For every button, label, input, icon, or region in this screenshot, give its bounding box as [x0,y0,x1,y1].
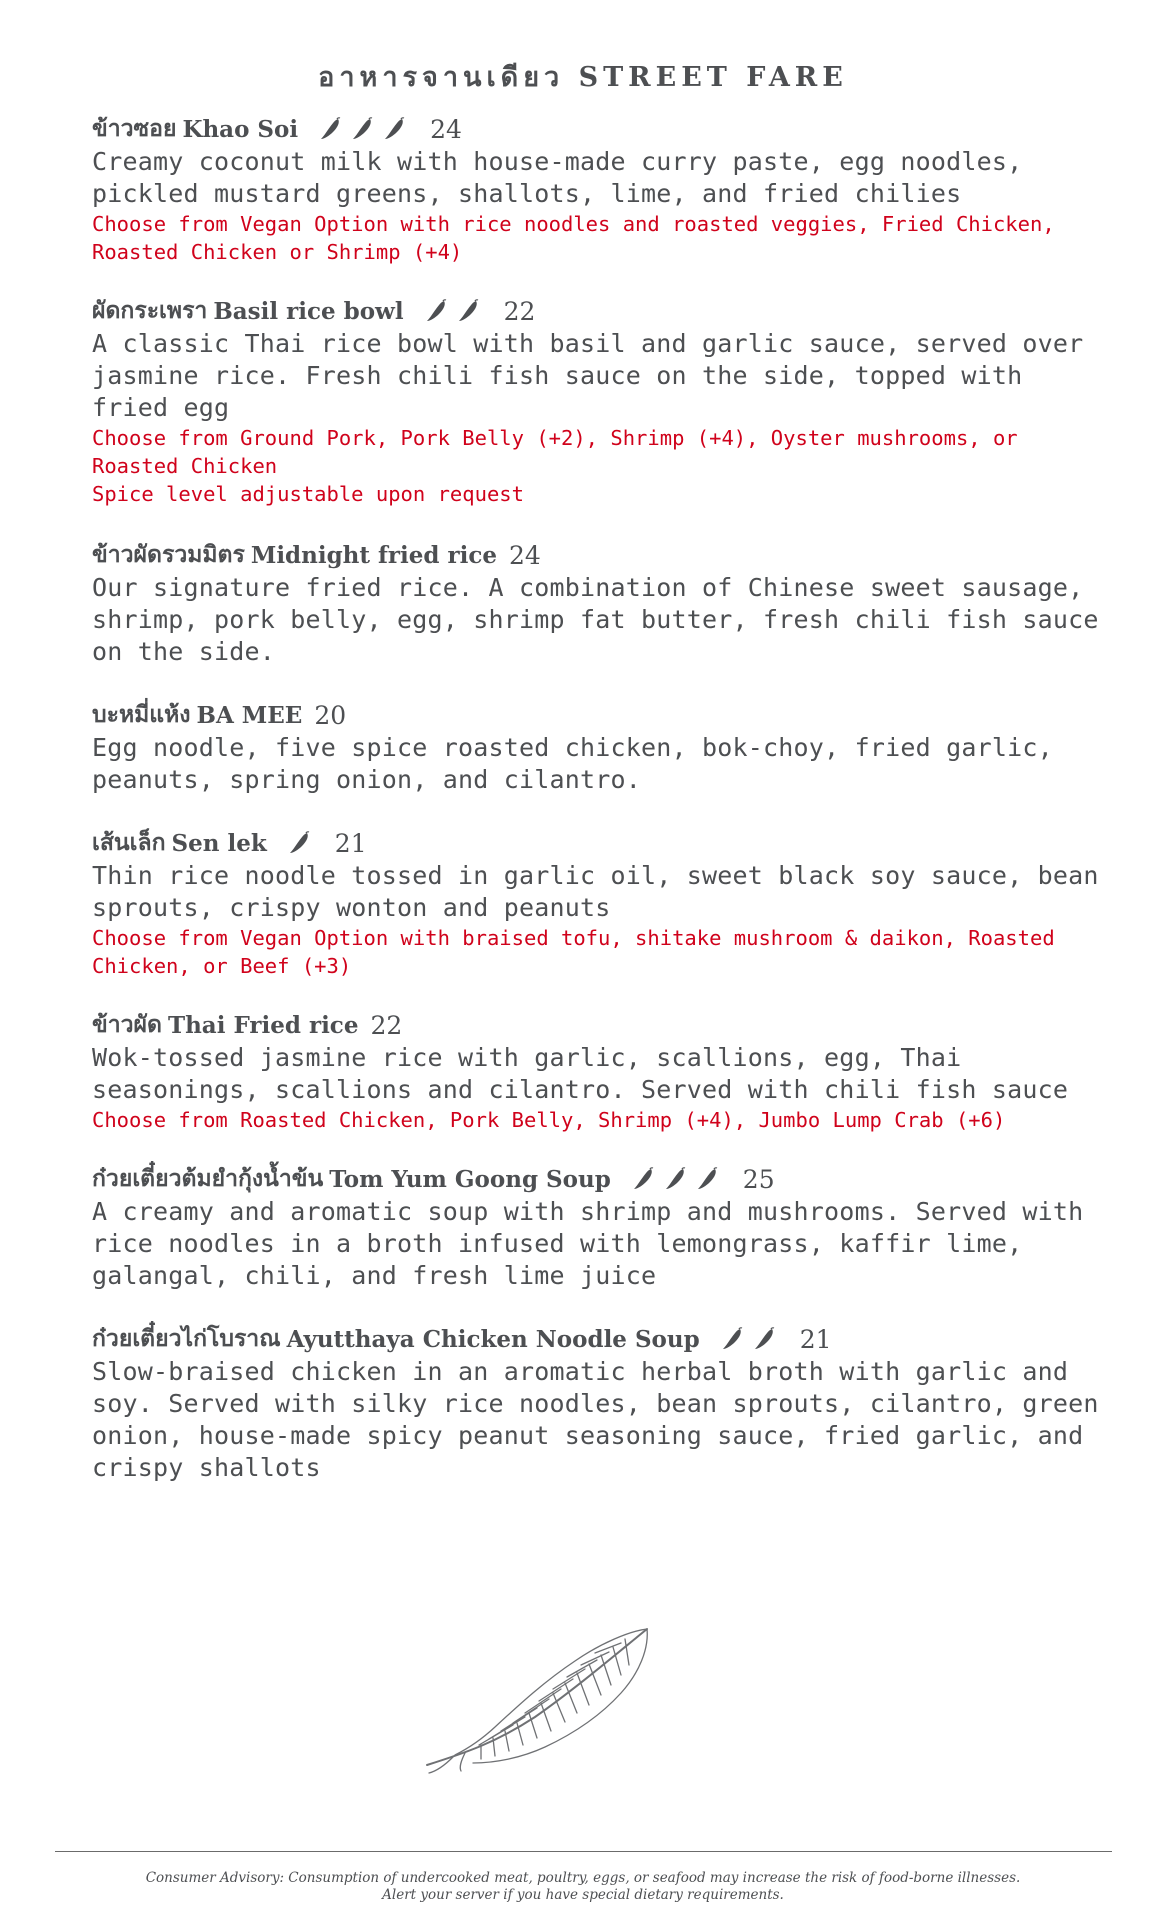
spice-level [631,1167,727,1191]
menu-item-option: Spice level adjustable upon request [92,482,524,506]
chili-icon [663,1167,687,1191]
consumer-advisory [0,1870,1166,1904]
spice-level [424,299,488,323]
menu-item-description: Our signature fried rice. A combination of Chinese sweet sausage, shrimp, pork belly, egg, shrimp fat butter, fresh chili fish sauce on the side. [92,573,1099,666]
menu-item [92,1322,1102,1484]
menu-item-heading [92,1008,1102,1042]
spice-level [720,1327,784,1351]
menu-item-name: Ayutthaya Chicken Noodle Soup [286,1325,700,1353]
chili-icon [720,1327,744,1351]
menu-item-heading [92,294,1102,328]
menu-item-heading [92,1162,1102,1196]
menu-item-option: Choose from Ground Pork, Pork Belly (+2), Shrimp (+4), Oyster mushrooms, or Roasted Chicken [92,426,1018,478]
menu-item-thai-name: ข้าวผัด [92,1011,162,1038]
menu-item-price: 21 [799,1324,832,1354]
menu-item-heading [92,698,1102,732]
chili-icon [631,1167,655,1191]
menu-item-price: 22 [503,296,536,326]
menu-item-price: 22 [370,1010,403,1040]
menu-item-description: Creamy coconut milk with house-made curry paste, egg noodles, pickled mustard greens, shallots, lime, and fried chilies [92,147,1023,208]
menu-item-thai-name: ก๋วยเตี๋ยวไก่โบราณ [92,1325,281,1352]
chili-icon [424,299,448,323]
menu-item [92,1162,1102,1292]
menu-item-description: Wok-tossed jasmine rice with garlic, scallions, egg, Thai seasonings, scallions and cilantro. Served with chili fish sauce [92,1043,1069,1104]
menu-item-thai-name: เส้นเล็ก [92,829,166,856]
menu-item-description: A creamy and aromatic soup with shrimp and mushrooms. Served with rice noodles in a broth infused with lemongrass, kaffir lime, galangal, chili, and fresh lime juice [92,1197,1084,1290]
menu-item-thai-name: ก๋วยเตี๋ยวต้มยำกุ้งน้ำข้น [92,1165,324,1192]
chili-icon [318,117,342,141]
menu-item [92,1008,1102,1134]
chili-icon [695,1167,719,1191]
menu-item-thai-name: ผัดกระเพรา [92,297,208,324]
menu-item-option: Choose from Roasted Chicken, Pork Belly, Shrimp (+4), Jumbo Lump Crab (+6) [92,1108,1006,1132]
menu-item-description: Thin rice noodle tossed in garlic oil, sweet black soy sauce, bean sprouts, crispy wonton and peanuts [92,861,1099,922]
menu-item-price: 24 [430,114,462,144]
menu-item [92,294,1102,508]
spice-level [318,117,414,141]
menu-item-price: 21 [334,828,367,858]
menu-item-name: Midnight fried rice [250,541,497,569]
chili-icon [752,1327,776,1351]
menu-item-price: 25 [742,1164,775,1194]
menu-item-price: 20 [314,700,347,730]
menu-item-heading [92,538,1102,572]
menu-item-heading [92,112,1102,146]
menu-item-heading [92,826,1102,860]
chili-icon [456,299,480,323]
menu-item-thai-name: ข้าวซอย [92,115,177,142]
menu-item-heading [92,1322,1102,1356]
menu-item [92,538,1102,668]
spice-level [287,831,319,855]
advisory-line-1: Consumer Advisory: Consumption of undercooked meat, poultry, eggs, or seafood may increase the risk of food-borne illnesses. [145,1870,1021,1886]
chili-icon [382,117,406,141]
menu-item-thai-name: ข้าวผัดรวมมิตร [92,541,245,568]
menu-item-thai-name: บะหมี่แห้ง [92,701,191,728]
menu-item [92,698,1102,796]
menu-item [92,826,1102,980]
footer-divider [55,1851,1112,1852]
menu-item-description: Slow-braised chicken in an aromatic herbal broth with garlic and soy. Served with silky rice noodles, bean sprouts, cilantro, green onion, house-made spicy peanut seasoning sauce, fried garlic, and crispy shallots [92,1357,1099,1482]
menu-item-name: Thai Fried rice [167,1011,359,1039]
menu-list [92,112,1102,1484]
advisory-line-2: Alert your server if you have special dietary requirements. [382,1887,784,1903]
page-title: อาหารจานเดียว STREET FARE [318,62,848,93]
chili-icon [350,117,374,141]
feather-icon [425,1625,655,1775]
menu-item-name: Khao Soi [182,115,299,143]
menu-item-price: 24 [509,540,541,570]
menu-item [92,112,1102,266]
menu-item-name: Basil rice bowl [213,297,404,325]
menu-item-description: A classic Thai rice bowl with basil and garlic sauce, served over jasmine rice. Fresh chili fish sauce on the side, topped with fried egg [92,329,1084,422]
menu-item-option: Choose from Vegan Option with rice noodles and roasted veggies, Fried Chicken, Roasted Chicken or Shrimp (+4) [92,212,1055,264]
menu-item-option: Choose from Vegan Option with braised tofu, shitake mushroom & daikon, Roasted Chicken, or Beef (+3) [92,926,1055,978]
chili-icon [287,831,311,855]
menu-item-name: Tom Yum Goong Soup [329,1165,611,1193]
menu-item-name: BA MEE [196,701,303,729]
menu-item-name: Sen lek [171,829,267,857]
menu-item-description: Egg noodle, five spice roasted chicken, bok-choy, fried garlic, peanuts, spring onion, and cilantro. [92,733,1053,794]
